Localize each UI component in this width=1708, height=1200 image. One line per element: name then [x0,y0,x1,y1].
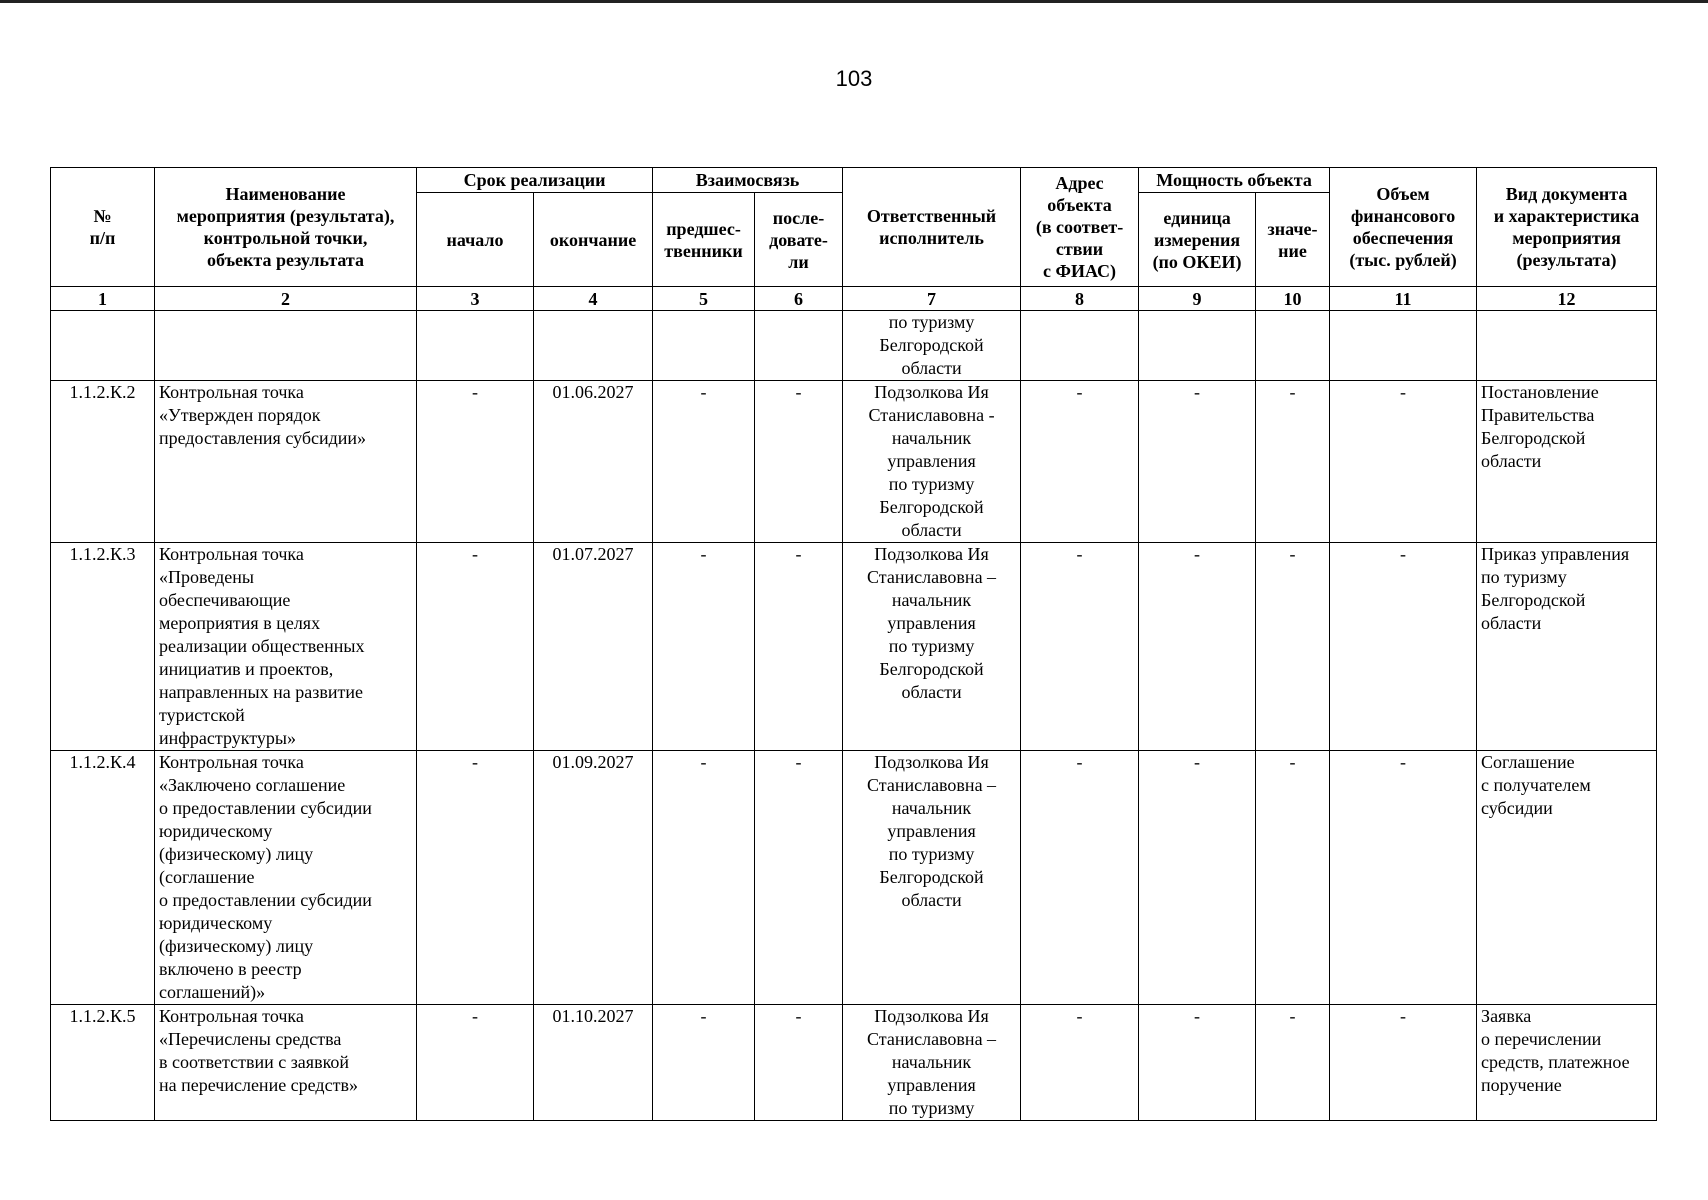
row-finance: - [1330,751,1477,1005]
row-id: 1.1.2.К.4 [51,751,155,1005]
table-row [51,1005,1657,1121]
row-value: - [1256,1005,1330,1121]
row-value: - [1256,543,1330,751]
page-number: 103 [835,66,873,91]
column-number: 5 [653,287,755,311]
header-document: Вид документа и характеристика мероприятия (результата) [1477,168,1657,287]
row-address: - [1021,543,1139,751]
header-name: Наименование мероприятия (результата), контрольной точки, объекта результата [155,168,417,287]
row-value: - [1256,381,1330,543]
row-unit [1139,311,1256,381]
row-predecessors: - [653,543,755,751]
row-predecessors: - [653,1005,755,1121]
row-end: 01.06.2027 [534,381,653,543]
row-finance: - [1330,543,1477,751]
header-capacity-group: Мощность объекта [1139,168,1330,193]
row-executor: Подзолкова Ия Станиславовна – начальник управления по туризму [843,1005,1021,1121]
row-name [155,311,417,381]
row-document: Заявка о перечислении средств, платежное поручение [1477,1005,1657,1121]
header-value: значе- ние [1256,193,1330,287]
column-number: 12 [1477,287,1657,311]
row-end: 01.09.2027 [534,751,653,1005]
top-border-line [0,0,1708,3]
row-predecessors: - [653,751,755,1005]
row-finance: - [1330,1005,1477,1121]
header-address: Адрес объекта (в соответ- ствии с ФИАС) [1021,168,1139,287]
table-row [51,311,1657,381]
row-address [1021,311,1139,381]
row-value: - [1256,751,1330,1005]
header-predecessors: предшес- твенники [653,193,755,287]
header-unit: единица измерения (по ОКЕИ) [1139,193,1256,287]
header-finance: Объем финансового обеспечения (тыс. рублей) [1330,168,1477,287]
row-name: Контрольная точка «Проведены обеспечивающие мероприятия в целях реализации общественных инициатив и проектов, направленных на развитие туристской инфраструктуры» [155,543,417,751]
row-finance [1330,311,1477,381]
table-row [51,543,1657,751]
column-number: 7 [843,287,1021,311]
column-number: 9 [1139,287,1256,311]
row-successors: - [755,543,843,751]
row-unit: - [1139,751,1256,1005]
row-value [1256,311,1330,381]
header-term-group: Срок реализации [417,168,653,193]
header-end: окончание [534,193,653,287]
header-successors: после- довате- ли [755,193,843,287]
row-unit: - [1139,1005,1256,1121]
row-address: - [1021,381,1139,543]
row-finance: - [1330,381,1477,543]
table-row [51,751,1657,1005]
row-executor: Подзолкова Ия Станиславовна - начальник управления по туризму Белгородской области [843,381,1021,543]
row-executor: Подзолкова Ия Станиславовна – начальник управления по туризму Белгородской области [843,543,1021,751]
row-successors [755,311,843,381]
row-end: 01.10.2027 [534,1005,653,1121]
row-start: - [417,381,534,543]
row-address: - [1021,1005,1139,1121]
column-number: 10 [1256,287,1330,311]
row-name: Контрольная точка «Заключено соглашение о предоставлении субсидии юридическому (физическому) лицу (соглашение о предоставлении субсидии юридическому (физическому) лицу включено в реестр соглашений)» [155,751,417,1005]
header-start: начало [417,193,534,287]
activities-table [50,167,1657,1121]
header-num: № п/п [51,168,155,287]
row-unit: - [1139,381,1256,543]
row-successors: - [755,381,843,543]
row-id: 1.1.2.К.5 [51,1005,155,1121]
column-number: 6 [755,287,843,311]
row-start [417,311,534,381]
row-start: - [417,543,534,751]
column-number: 3 [417,287,534,311]
header-executor: Ответственный исполнитель [843,168,1021,287]
row-predecessors [653,311,755,381]
row-start: - [417,751,534,1005]
column-number: 2 [155,287,417,311]
column-number: 4 [534,287,653,311]
row-id: 1.1.2.К.3 [51,543,155,751]
table-row [51,381,1657,543]
row-successors: - [755,1005,843,1121]
header-link-group: Взаимосвязь [653,168,843,193]
row-address: - [1021,751,1139,1005]
header-row-1 [51,168,1657,193]
row-name: Контрольная точка «Утвержден порядок предоставления субсидии» [155,381,417,543]
row-name: Контрольная точка «Перечислены средства в соответствии с заявкой на перечисление средств» [155,1005,417,1121]
row-document [1477,311,1657,381]
row-document: Соглашение с получателем субсидии [1477,751,1657,1005]
row-predecessors: - [653,381,755,543]
column-number: 11 [1330,287,1477,311]
column-number: 8 [1021,287,1139,311]
row-start: - [417,1005,534,1121]
row-document: Постановление Правительства Белгородской области [1477,381,1657,543]
row-executor: по туризму Белгородской области [843,311,1021,381]
row-unit: - [1139,543,1256,751]
row-executor: Подзолкова Ия Станиславовна – начальник управления по туризму Белгородской области [843,751,1021,1005]
row-id [51,311,155,381]
row-successors: - [755,751,843,1005]
row-end: 01.07.2027 [534,543,653,751]
row-document: Приказ управления по туризму Белгородской области [1477,543,1657,751]
column-number: 1 [51,287,155,311]
row-id: 1.1.2.К.2 [51,381,155,543]
row-end [534,311,653,381]
column-number-row [51,287,1657,311]
